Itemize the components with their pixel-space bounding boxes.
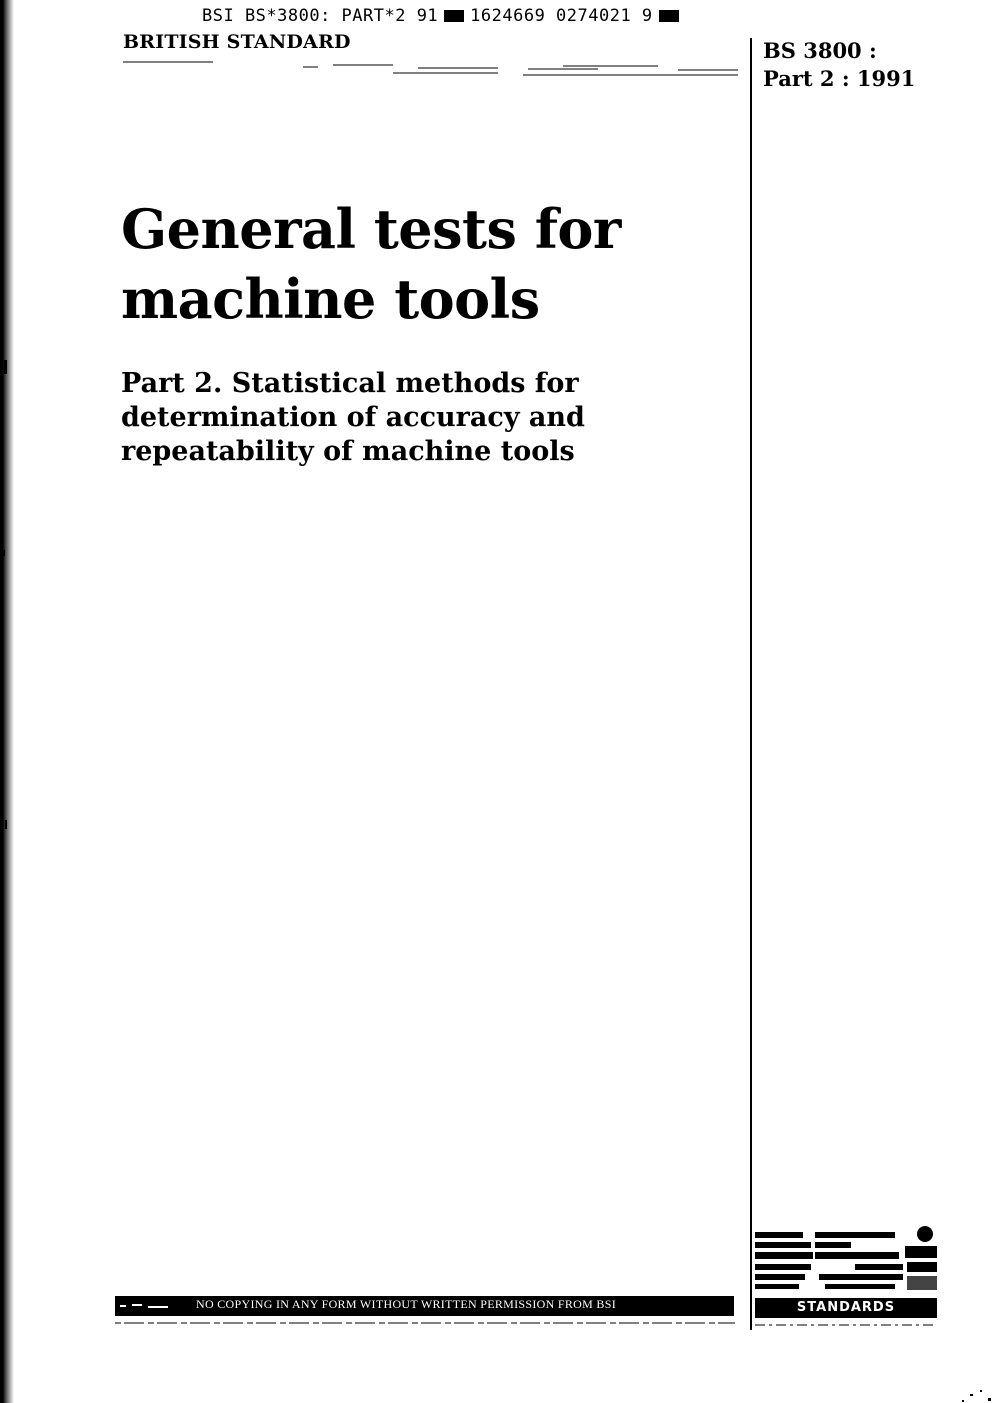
standard-number-block	[763, 37, 915, 93]
title-line-1: General tests for	[121, 197, 621, 261]
barcode-header	[202, 6, 685, 26]
block-mark	[444, 10, 464, 22]
scan-specks	[2, 300, 10, 1100]
notice-lead-marks	[118, 1300, 188, 1312]
document-title	[121, 194, 621, 334]
title-line-2: machine tools	[121, 267, 540, 331]
block-mark	[659, 10, 679, 22]
document-subtitle	[121, 367, 585, 469]
part-year: Part 2 : 1991	[763, 66, 916, 91]
subtitle-line-1: Part 2. Statistical methods for	[121, 368, 579, 399]
standard-number: BS 3800 :	[763, 38, 877, 63]
subtitle-line-2: determination of accuracy and	[121, 402, 585, 433]
bsi-logo-icon	[755, 1224, 937, 1292]
standards-caption: STANDARDS	[755, 1298, 937, 1318]
subtitle-line-3: repeatability of machine tools	[121, 436, 575, 467]
notice-underline	[115, 1322, 735, 1324]
header-code-prefix: BSI BS*3800: PART*2 91	[202, 6, 439, 26]
header-rules	[118, 56, 743, 86]
logo-underline	[755, 1322, 937, 1328]
copyright-notice: NO COPYING IN ANY FORM WITHOUT WRITTEN PERMISSION FROM BSI	[196, 1297, 616, 1311]
header-code-number: 1624669 0274021 9	[470, 6, 653, 26]
vertical-divider	[750, 38, 752, 1330]
british-standard-label: BRITISH STANDARD	[123, 31, 351, 53]
scan-corner-noise	[900, 1380, 998, 1403]
